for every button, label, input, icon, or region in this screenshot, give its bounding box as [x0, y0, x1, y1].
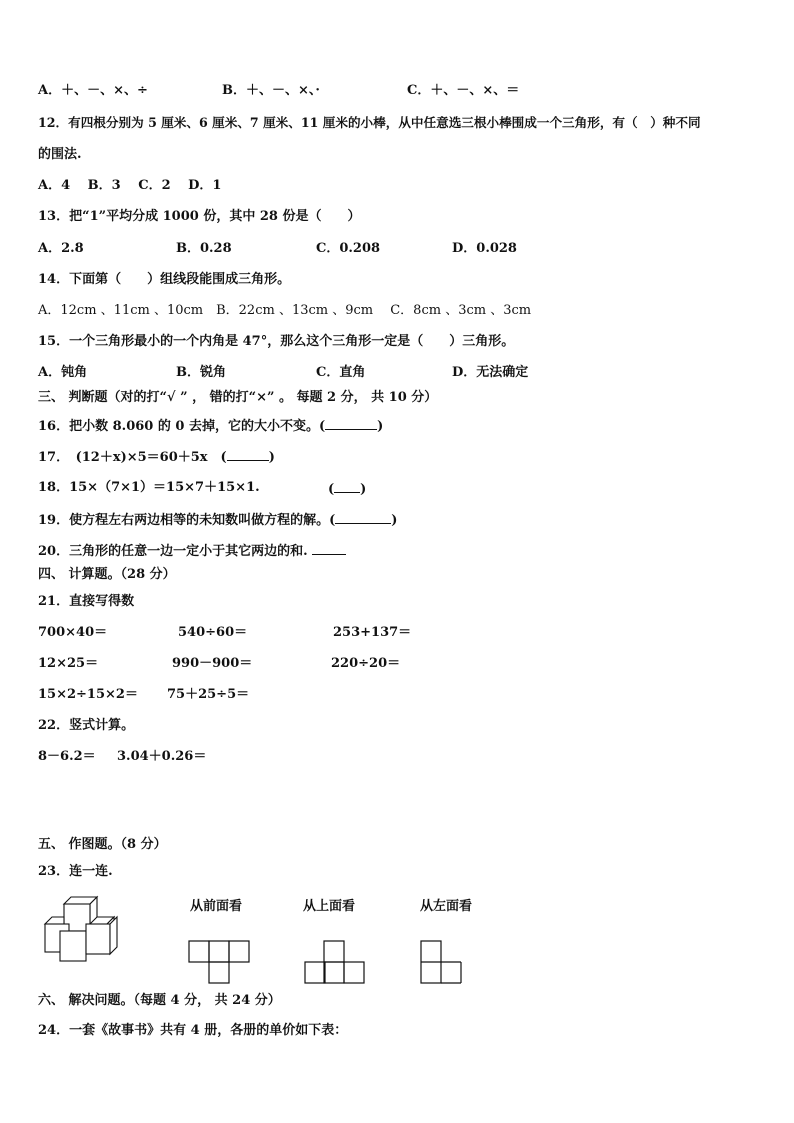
q17-answer-blank[interactable]	[227, 447, 269, 461]
q19-answer-blank[interactable]	[335, 510, 391, 524]
q13-option-d: D．0.028	[452, 241, 517, 256]
top-view-shape	[304, 940, 374, 985]
q11-option-a: A．＋、－、×、÷	[38, 83, 148, 98]
cube-stack-figure	[40, 894, 160, 964]
q21-item: 700×40＝	[38, 625, 108, 640]
section-5-heading: 五、 作图题。（8 分）	[38, 837, 167, 852]
q21-item: 75＋25÷5＝	[167, 687, 250, 702]
q21-item: 253+137＝	[333, 625, 412, 640]
q15-stem: 15．一个三角形最小的一个内角是 47°，那么这个三角形一定是（ ）三角形。	[38, 334, 515, 349]
q16-text: 16．把小数 8.060 的 0 去掉，它的大小不变。(	[38, 419, 326, 434]
q17-row: 17． (12＋x)×5＝60＋5x ( )	[38, 447, 275, 467]
section-3-heading: 三、 判断题（对的打“√ ” ， 错的打“×” 。 每题 2 分， 共 10 分）	[38, 390, 438, 405]
q19-row: 19．使方程左右两边相等的未知数叫做方程的解。( )	[38, 510, 397, 530]
q19-text: 19．使方程左右两边相等的未知数叫做方程的解。(	[38, 513, 336, 528]
q12-stem-line1: 12．有四根分别为 5 厘米、6 厘米、7 厘米、11 厘米的小棒，从中任意选三根小棒围成一个三角形，有（ ）种不同	[38, 115, 701, 130]
view-top-label: 从上面看	[303, 899, 356, 914]
q23-stem: 23．连一连.	[38, 864, 113, 879]
q15-option-d: D．无法确定	[452, 365, 529, 380]
q22-item-b: 3.04＋0.26＝	[117, 749, 207, 764]
q11-option-c: C．＋、－、×、＝	[407, 83, 520, 98]
q14-options: A．12cm 、11cm 、10cm B．22cm 、13cm 、9cm C．8cm 、3cm 、3cm	[38, 303, 532, 318]
section-6-heading: 六、 解决问题。（每题 4 分， 共 24 分）	[38, 993, 281, 1008]
q21-stem: 21．直接写得数	[38, 594, 135, 609]
q20-row	[38, 541, 346, 561]
q15-option-a: A．钝角	[38, 365, 88, 380]
q12-stem-line2: 的围法.	[38, 147, 82, 162]
q21-item: 220÷20＝	[331, 656, 401, 671]
front-view-shape	[188, 940, 258, 985]
q12-options: A．4 B．3 C．2 D．1	[38, 178, 222, 193]
q13-option-b: B．0.28	[176, 241, 232, 256]
q13-option-c: C．0.208	[316, 241, 381, 256]
q16-answer-blank[interactable]	[325, 416, 377, 430]
q15-option-c: C．直角	[316, 365, 366, 380]
q22-item-a: 8－6.2＝	[38, 749, 96, 764]
q18-answer-blank[interactable]	[334, 479, 360, 493]
left-view-shape	[420, 940, 470, 985]
q22-stem: 22．竖式计算。	[38, 718, 135, 733]
view-left-label: 从左面看	[420, 899, 473, 914]
view-front-label: 从前面看	[190, 899, 243, 914]
q21-item: 15×2÷15×2＝	[38, 687, 138, 702]
section-4-heading: 四、 计算题。（28 分）	[38, 567, 176, 582]
q18-answer: ( )	[328, 479, 366, 499]
q13-option-a: A．2.8	[38, 241, 84, 256]
q17-text: 17． (12＋x)×5＝60＋5x (	[38, 450, 227, 465]
q15-option-b: B．锐角	[176, 365, 226, 380]
q16-row: 16．把小数 8.060 的 0 去掉，它的大小不变。( )	[38, 416, 383, 436]
q20-text: 20．三角形的任意一边一定小于其它两边的和.	[38, 544, 308, 559]
q21-item: 540÷60＝	[178, 625, 248, 640]
q11-option-b: B．＋、－、×、·	[222, 83, 320, 98]
q13-stem: 13．把“1”平均分成 1000 份，其中 28 份是（ ）	[38, 209, 361, 224]
q21-item: 990－900＝	[172, 656, 253, 671]
q21-item: 12×25＝	[38, 656, 99, 671]
q14-stem: 14．下面第（ ）组线段能围成三角形。	[38, 272, 291, 287]
q20-answer-blank[interactable]	[312, 541, 346, 555]
q18-text: 18．15×（7×1）＝15×7＋15×1.	[38, 480, 260, 495]
q24-stem: 24．一套《故事书》共有 4 册，各册的单价如下表：	[38, 1023, 348, 1038]
